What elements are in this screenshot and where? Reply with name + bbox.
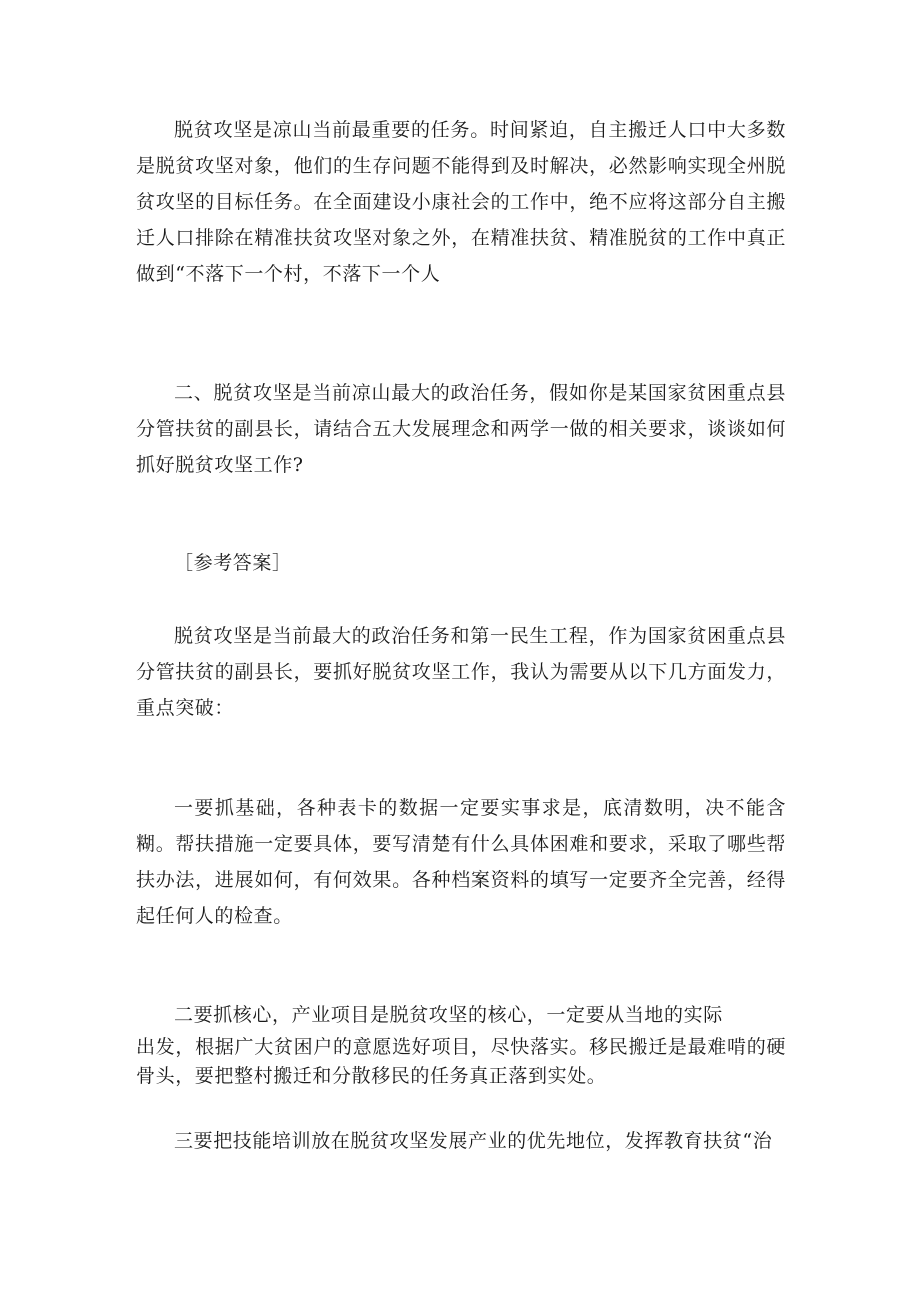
paragraph-answer-intro: 脱贫攻坚是当前最大的政治任务和第一民生工程，作为国家贫困重点县分管扶贫的副县长，要抓好脱贫攻坚工作，我认为需要从以下几方面发力，重点突破：: [136, 625, 786, 719]
paragraph-point-one: 一要抓基础，各种表卡的数据一定要实事求是，底清数明，决不能含糊。帮扶措施一定要具体，要写清楚有什么具体困难和要求，采取了哪些帮扶办法，进展如何，有何效果。各种档案资料的填写一定要齐全完善，经得起任何人的检查。: [136, 797, 786, 927]
paragraph-point-two-cont: 出发，根据广大贫困户的意愿选好项目，尽快落实。移民搬迁是最难啃的硬骨头，要把整村搬迁和分散移民的任务真正落到实处。: [136, 1036, 786, 1087]
paragraph-question-two: 二、脱贫攻坚是当前凉山最大的政治任务，假如你是某国家贫困重点县分管扶贫的副县长，请结合五大发展理念和两学一做的相关要求，谈谈如何抓好脱贫攻坚工作?: [136, 382, 786, 476]
paragraph-point-two-start: 二要抓核心，产业项目是脱贫攻坚的核心，一定要从当地的实际: [174, 1004, 723, 1026]
paragraph-point-three: 三要把技能培训放在脱贫攻坚发展产业的优先地位，发挥教育扶贫“治: [174, 1130, 773, 1152]
paragraph-relocation: 脱贫攻坚是凉山当前最重要的任务。时间紧迫，自主搬迁人口中大多数是脱贫攻坚对象，他们的生存问题不能得到及时解决，必然影响实现全州脱贫攻坚的目标任务。在全面建设小康社会的工作中，绝不应将这部分自主搬迁人口排除在精准扶贫攻坚对象之外，在精准扶贫、精准脱贫的工作中真正做到“不落下一个村，不落下一个人: [136, 119, 786, 285]
paragraph-answer-heading: ［参考答案］: [174, 552, 292, 574]
